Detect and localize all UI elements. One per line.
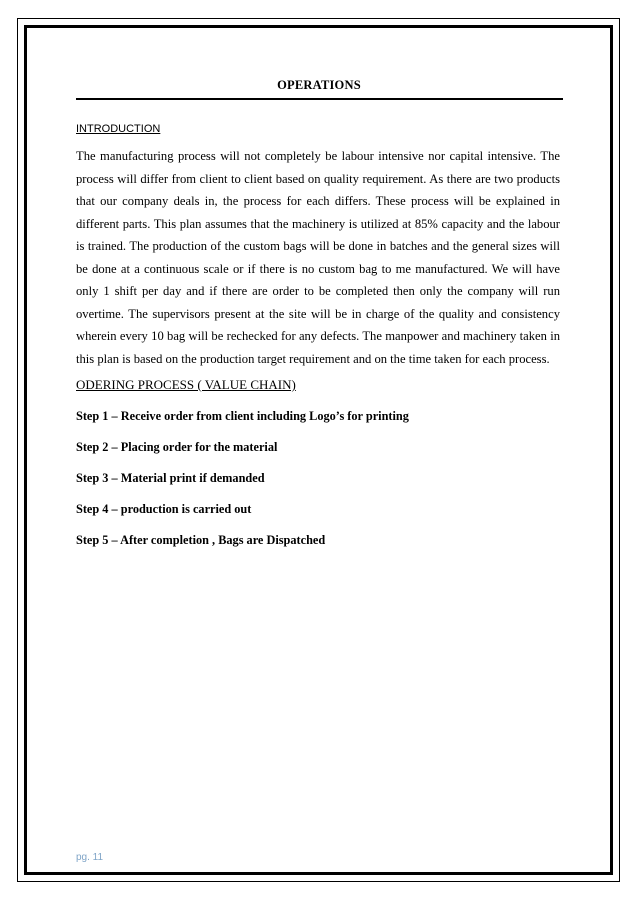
step-item-2: Step 2 – Placing order for the material — [76, 440, 278, 454]
section-title-ordering-process: ODERING PROCESS ( VALUE CHAIN) — [76, 377, 296, 392]
step-item-4: Step 4 – production is carried out — [76, 502, 252, 516]
introduction-paragraph: The manufacturing process will not completely be labour intensive nor capital intensive. The process will differ from client to client based on quality requirement. As there are two products that our company deals in, the process for each differs. These process will be explained in different parts. This plan assumes that the machinery is utilized at 85% capacity and the labour is trained. The production of the custom bags will be done in batches and the general sizes will be done at a continuous scale or if there is no custom bag to me manufactured. We will have only 1 shift per day and if there are order to be completed then only the company will run overtime. The supervisors present at the site will be in charge of the quality and consistency wherein every 10 bag will be rechecked for any defects. The manpower and machinery taken in this plan is based on the production target requirement and on the time taken for each process. — [76, 149, 560, 366]
step-item-5: Step 5 – After completion , Bags are Dispatched — [76, 533, 326, 547]
heading-rule — [76, 98, 563, 100]
steps-list — [76, 407, 409, 562]
page-heading: OPERATIONS — [277, 78, 361, 92]
step-item-1: Step 1 – Receive order from client including Logo’s for printing — [76, 409, 409, 423]
introduction-label: INTRODUCTION — [76, 123, 161, 135]
step-item-3: Step 3 – Material print if demanded — [76, 471, 265, 485]
page-number: pg. 11 — [76, 852, 104, 863]
